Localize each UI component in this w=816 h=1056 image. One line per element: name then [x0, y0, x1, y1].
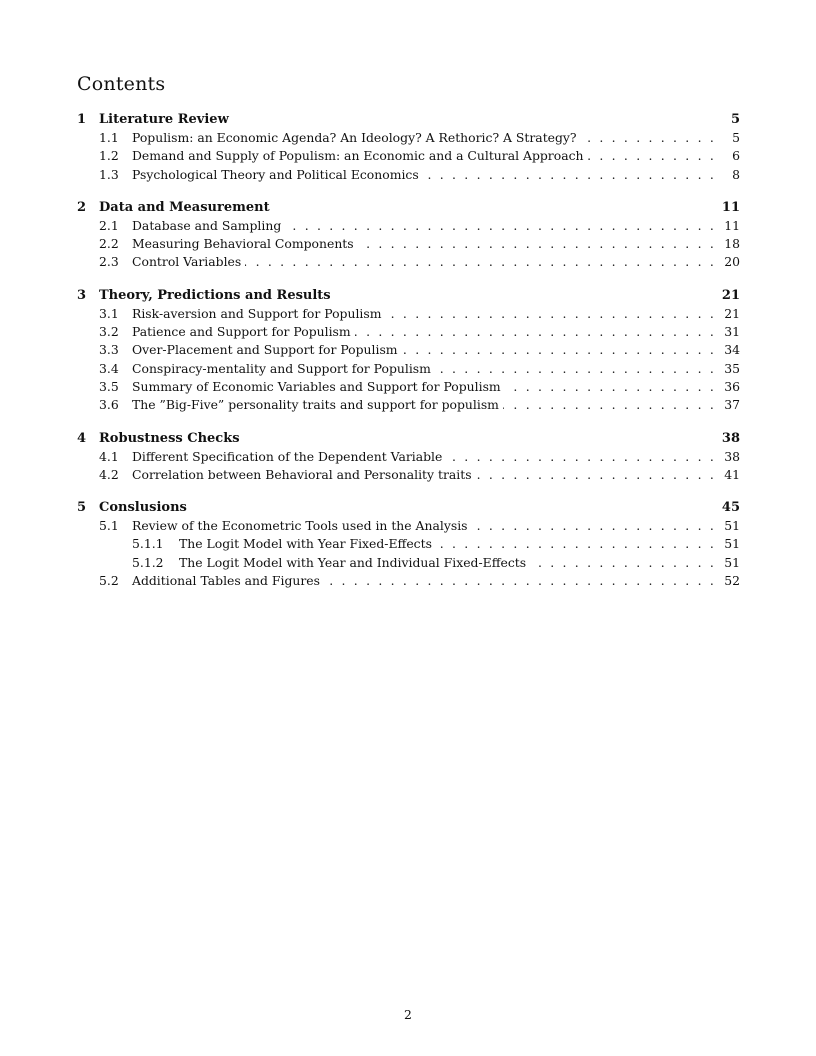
toc-section-entry: [77, 517, 740, 535]
dot-leader: [386, 305, 717, 323]
toc-entry-number: 3.4: [99, 360, 119, 376]
toc-section-entry: [77, 341, 740, 359]
toc-subsection-entry: [77, 554, 740, 572]
dot-leader: [503, 396, 716, 414]
dot-leader: [476, 466, 716, 484]
toc-section-entry: [77, 305, 740, 323]
toc-entry-title: Database and Sampling: [132, 217, 282, 233]
dot-leader: [355, 323, 716, 341]
toc-entry-page: 51: [724, 518, 740, 534]
toc-section-entry: [77, 166, 740, 184]
toc-entry-page: 11: [724, 217, 740, 233]
toc-entry-title: Review of the Econometric Tools used in the Analysis: [132, 518, 468, 534]
toc-entry-number: 3.5: [99, 378, 119, 394]
toc-entry-number: 3.6: [99, 397, 119, 413]
toc-entry-title: Theory, Predictions and Results: [99, 287, 331, 303]
toc-entry-number: 2.2: [99, 236, 119, 252]
toc-entry-title: Robustness Checks: [99, 430, 240, 446]
toc-entry-number: 5.2: [99, 573, 119, 589]
toc-chapter-block: [77, 110, 740, 184]
dot-leader: [245, 253, 716, 271]
dot-leader: [530, 554, 716, 572]
toc-entry-title: Literature Review: [99, 112, 229, 127]
toc-entry-page: 38: [724, 448, 740, 464]
toc-entry-page: 36: [724, 378, 740, 394]
toc-chapter-entry: [77, 498, 740, 517]
toc-entry-title: Risk-aversion and Support for Populism: [132, 305, 382, 321]
toc-entry-number: 1.1: [99, 130, 119, 145]
toc-section-entry: [77, 572, 740, 590]
toc-entry-title: The ”Big-Five” personality traits and support for populism: [132, 397, 499, 413]
toc-entry-number: 3.2: [99, 324, 119, 340]
toc-entry-page: 20: [724, 254, 740, 270]
toc-entry-page: 34: [724, 342, 740, 358]
toc-entry-number: 2.3: [99, 254, 119, 270]
toc-section-entry: [77, 466, 740, 484]
toc-entry-title: Different Specification of the Dependent Variable: [132, 448, 443, 464]
toc-chapter-block: [77, 429, 740, 485]
toc-entry-number: 4: [77, 430, 87, 446]
dot-leader: [446, 448, 716, 466]
toc-chapter-entry: [77, 110, 740, 129]
toc-section-entry: [77, 396, 740, 414]
toc-entry-number: 3.1: [99, 305, 119, 321]
dot-leader: [402, 341, 716, 359]
toc-entry-number: 4.2: [99, 466, 119, 482]
toc-heading: Contents: [77, 73, 166, 95]
table-of-contents: [77, 110, 740, 604]
toc-entry-page: 5: [732, 130, 740, 145]
toc-entry-page: 21: [724, 305, 740, 321]
toc-entry-number: 3: [77, 287, 87, 303]
dot-leader: [358, 235, 716, 253]
toc-entry-number: 5.1.1: [132, 536, 164, 552]
dot-leader: [324, 572, 716, 590]
toc-section-entry: [77, 235, 740, 253]
toc-entry-page: 52: [724, 573, 740, 589]
toc-entry-page: 37: [724, 397, 740, 413]
toc-chapter-entry: [77, 198, 740, 217]
toc-entry-title: Populism: an Economic Agenda? An Ideology? A Rethoric? A Strategy?: [132, 130, 577, 145]
toc-entry-page: 31: [724, 324, 740, 340]
toc-section-entry: [77, 129, 740, 147]
toc-entry-title: Data and Measurement: [99, 199, 270, 215]
toc-entry-number: 1: [77, 112, 87, 127]
toc-entry-page: 11: [721, 199, 740, 215]
dot-leader: [588, 147, 716, 165]
toc-entry-title: Over-Placement and Support for Populism: [132, 342, 398, 358]
dot-leader: [285, 217, 716, 235]
toc-entry-page: 45: [721, 500, 740, 516]
toc-entry-page: 51: [724, 536, 740, 552]
toc-section-entry: [77, 253, 740, 271]
toc-entry-number: 5: [77, 500, 87, 516]
toc-entry-number: 5.1: [99, 518, 119, 534]
toc-entry-title: Demand and Supply of Populism: an Economic and a Cultural Approach: [132, 148, 584, 164]
toc-entry-title: Psychological Theory and Political Economics: [132, 166, 419, 182]
toc-chapter-entry: [77, 429, 740, 448]
toc-entry-number: 5.1.2: [132, 554, 164, 570]
dot-leader: [423, 166, 716, 184]
dot-leader: [505, 378, 716, 396]
toc-entry-number: 1.2: [99, 148, 119, 164]
toc-chapter-block: [77, 286, 740, 415]
toc-entry-title: Conslusions: [99, 500, 187, 516]
toc-entry-number: 2: [77, 199, 87, 215]
toc-section-entry: [77, 378, 740, 396]
toc-entry-number: 1.3: [99, 166, 119, 182]
toc-subsection-entry: [77, 535, 740, 553]
toc-entry-title: Patience and Support for Populism: [132, 324, 351, 340]
toc-section-entry: [77, 448, 740, 466]
toc-entry-number: 3.3: [99, 342, 119, 358]
toc-entry-page: 21: [721, 287, 740, 303]
toc-entry-title: Control Variables: [132, 254, 242, 270]
dot-leader: [435, 360, 716, 378]
dot-leader: [581, 129, 716, 147]
toc-entry-page: 41: [724, 466, 740, 482]
toc-section-entry: [77, 147, 740, 165]
toc-chapter-block: [77, 198, 740, 272]
page-number: 2: [404, 1007, 412, 1022]
dot-leader: [436, 535, 716, 553]
toc-section-entry: [77, 217, 740, 235]
toc-entry-number: 4.1: [99, 448, 119, 464]
toc-section-entry: [77, 323, 740, 341]
toc-entry-title: Summary of Economic Variables and Support for Populism: [132, 378, 501, 394]
toc-entry-page: 18: [724, 236, 740, 252]
toc-entry-page: 5: [730, 112, 740, 127]
toc-entry-title: Additional Tables and Figures: [132, 573, 320, 589]
toc-entry-title: Conspiracy-mentality and Support for Populism: [132, 360, 431, 376]
dot-leader: [472, 517, 716, 535]
toc-entry-page: 8: [732, 166, 740, 182]
toc-entry-title: The Logit Model with Year and Individual Fixed-Effects: [179, 554, 527, 570]
toc-entry-page: 51: [724, 554, 740, 570]
toc-entry-page: 35: [724, 360, 740, 376]
toc-chapter-entry: [77, 286, 740, 305]
toc-section-entry: [77, 360, 740, 378]
toc-entry-title: Correlation between Behavioral and Personality traits: [132, 466, 472, 482]
toc-entry-page: 38: [721, 430, 740, 446]
toc-chapter-block: [77, 498, 740, 590]
toc-entry-title: Measuring Behavioral Components: [132, 236, 354, 252]
toc-entry-page: 6: [732, 148, 740, 164]
toc-entry-number: 2.1: [99, 217, 119, 233]
toc-entry-title: The Logit Model with Year Fixed-Effects: [179, 536, 432, 552]
